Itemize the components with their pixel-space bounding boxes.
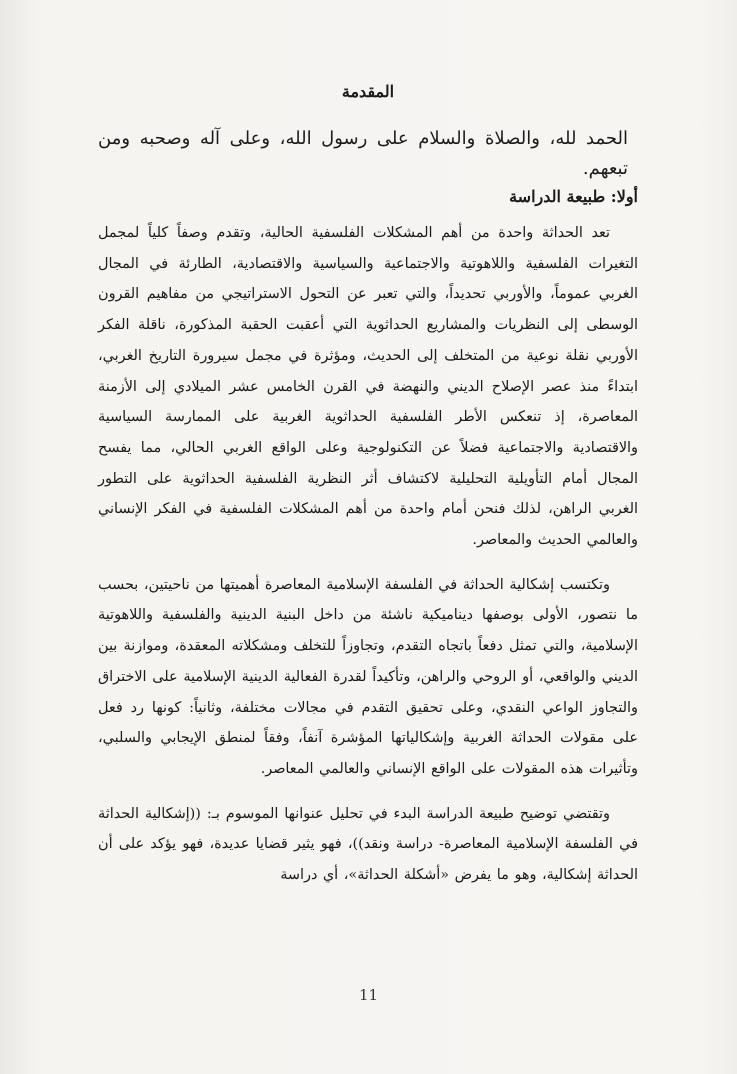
paragraph: تعد الحداثة واحدة من أهم المشكلات الفلسفية الحالية، وتقدم وصفاً كلياً لمجمل التغيرات الفلسفية واللاهوتية والاجتماعية والسياسية والاقتصادية، الطارئة في المجال الغربي عموماً، والأوربي تحديداً، والتي تعبر عن التحول الاستراتيجي من مفاهيم القرون الوسطى إلى النظريات والمشاريع الحداثوية التي أعقبت الحقبة المذكورة، ناقلة الفكر الأوربي نقلة نوعية من المتخلف إلى الحديث، ومؤثرة في مجمل سيرورة التاريخ الغربي، ابتداءً منذ عصر الإصلاح الديني والنهضة في القرن الخامس عشر الميلادي إلى الأزمنة المعاصرة، إذ تنعكس الأطر الفلسفية الحداثوية الغربية على الممارسة السياسية والاقتصادية والاجتماعية فضلاً عن التكنولوجية وعلى الواقع الغربي الحالي، مما يفسح المجال أمام التأويلية التحليلية لاكتشاف أثر النظرية الفلسفية الحداثوية على التطور الغربي الراهن، لذلك فنحن أمام واحدة من أهم المشكلات الفلسفية في الفكر الإنساني والعالمي الحديث والمعاصر.	[98, 225, 638, 549]
page-number: 11	[358, 986, 379, 1004]
paragraph: وتكتسب إشكالية الحداثة في الفلسفة الإسلامية المعاصرة أهميتها من ناحيتين، بحسب ما نتصور، الأولى بوصفها ديناميكية ناشئة من داخل البنية الدينية والفلسفية واللاهوتية الإسلامية، والتي تمثل دفعاً باتجاه التقدم، وتجاوزاً للتخلف ومشكلاته المعقدة، وموازنة بين الديني والواقعي، أو الروحي والراهن، وتأكيداً لقدرة الفعالية الدينية الإسلامية على الاختراق والتجاوز الواعي النقدي، وعلى تحقيق التقدم في مجالات مختلفة، وثانياً: كونها رد فعل على مقولات الحداثة الغربية وإشكالياتها المؤشرة آنفاً، وفقاً لمنطق الإيجابي والسلبي، وتأثيرات هذه المقولات على الواقع الإنساني والعالمي المعاصر.	[98, 576, 638, 777]
paragraph-gap	[98, 556, 638, 570]
section-title: أولا: طبيعة الدراسة	[509, 187, 638, 206]
paragraph-gap	[98, 785, 638, 799]
page-content	[98, 82, 638, 891]
intro-text: الحمد لله، والصلاة والسلام على رسول الله، وعلى آله وصحبه ومن تبعهم.	[98, 128, 628, 179]
page-heading: المقدمة	[341, 82, 395, 101]
paragraph: وتقتضي توضيح طبيعة الدراسة البدء في تحليل عنوانها الموسوم بـ: ((إشكالية الحداثة في الفلسفة الإسلامية المعاصرة- دراسة ونقد))، فهو يثير قضايا عديدة، فهو يؤكد على أن الحداثة إشكالية، وهو ما يفرض «أشكلة الحداثة»، أي دراسة	[98, 805, 638, 884]
